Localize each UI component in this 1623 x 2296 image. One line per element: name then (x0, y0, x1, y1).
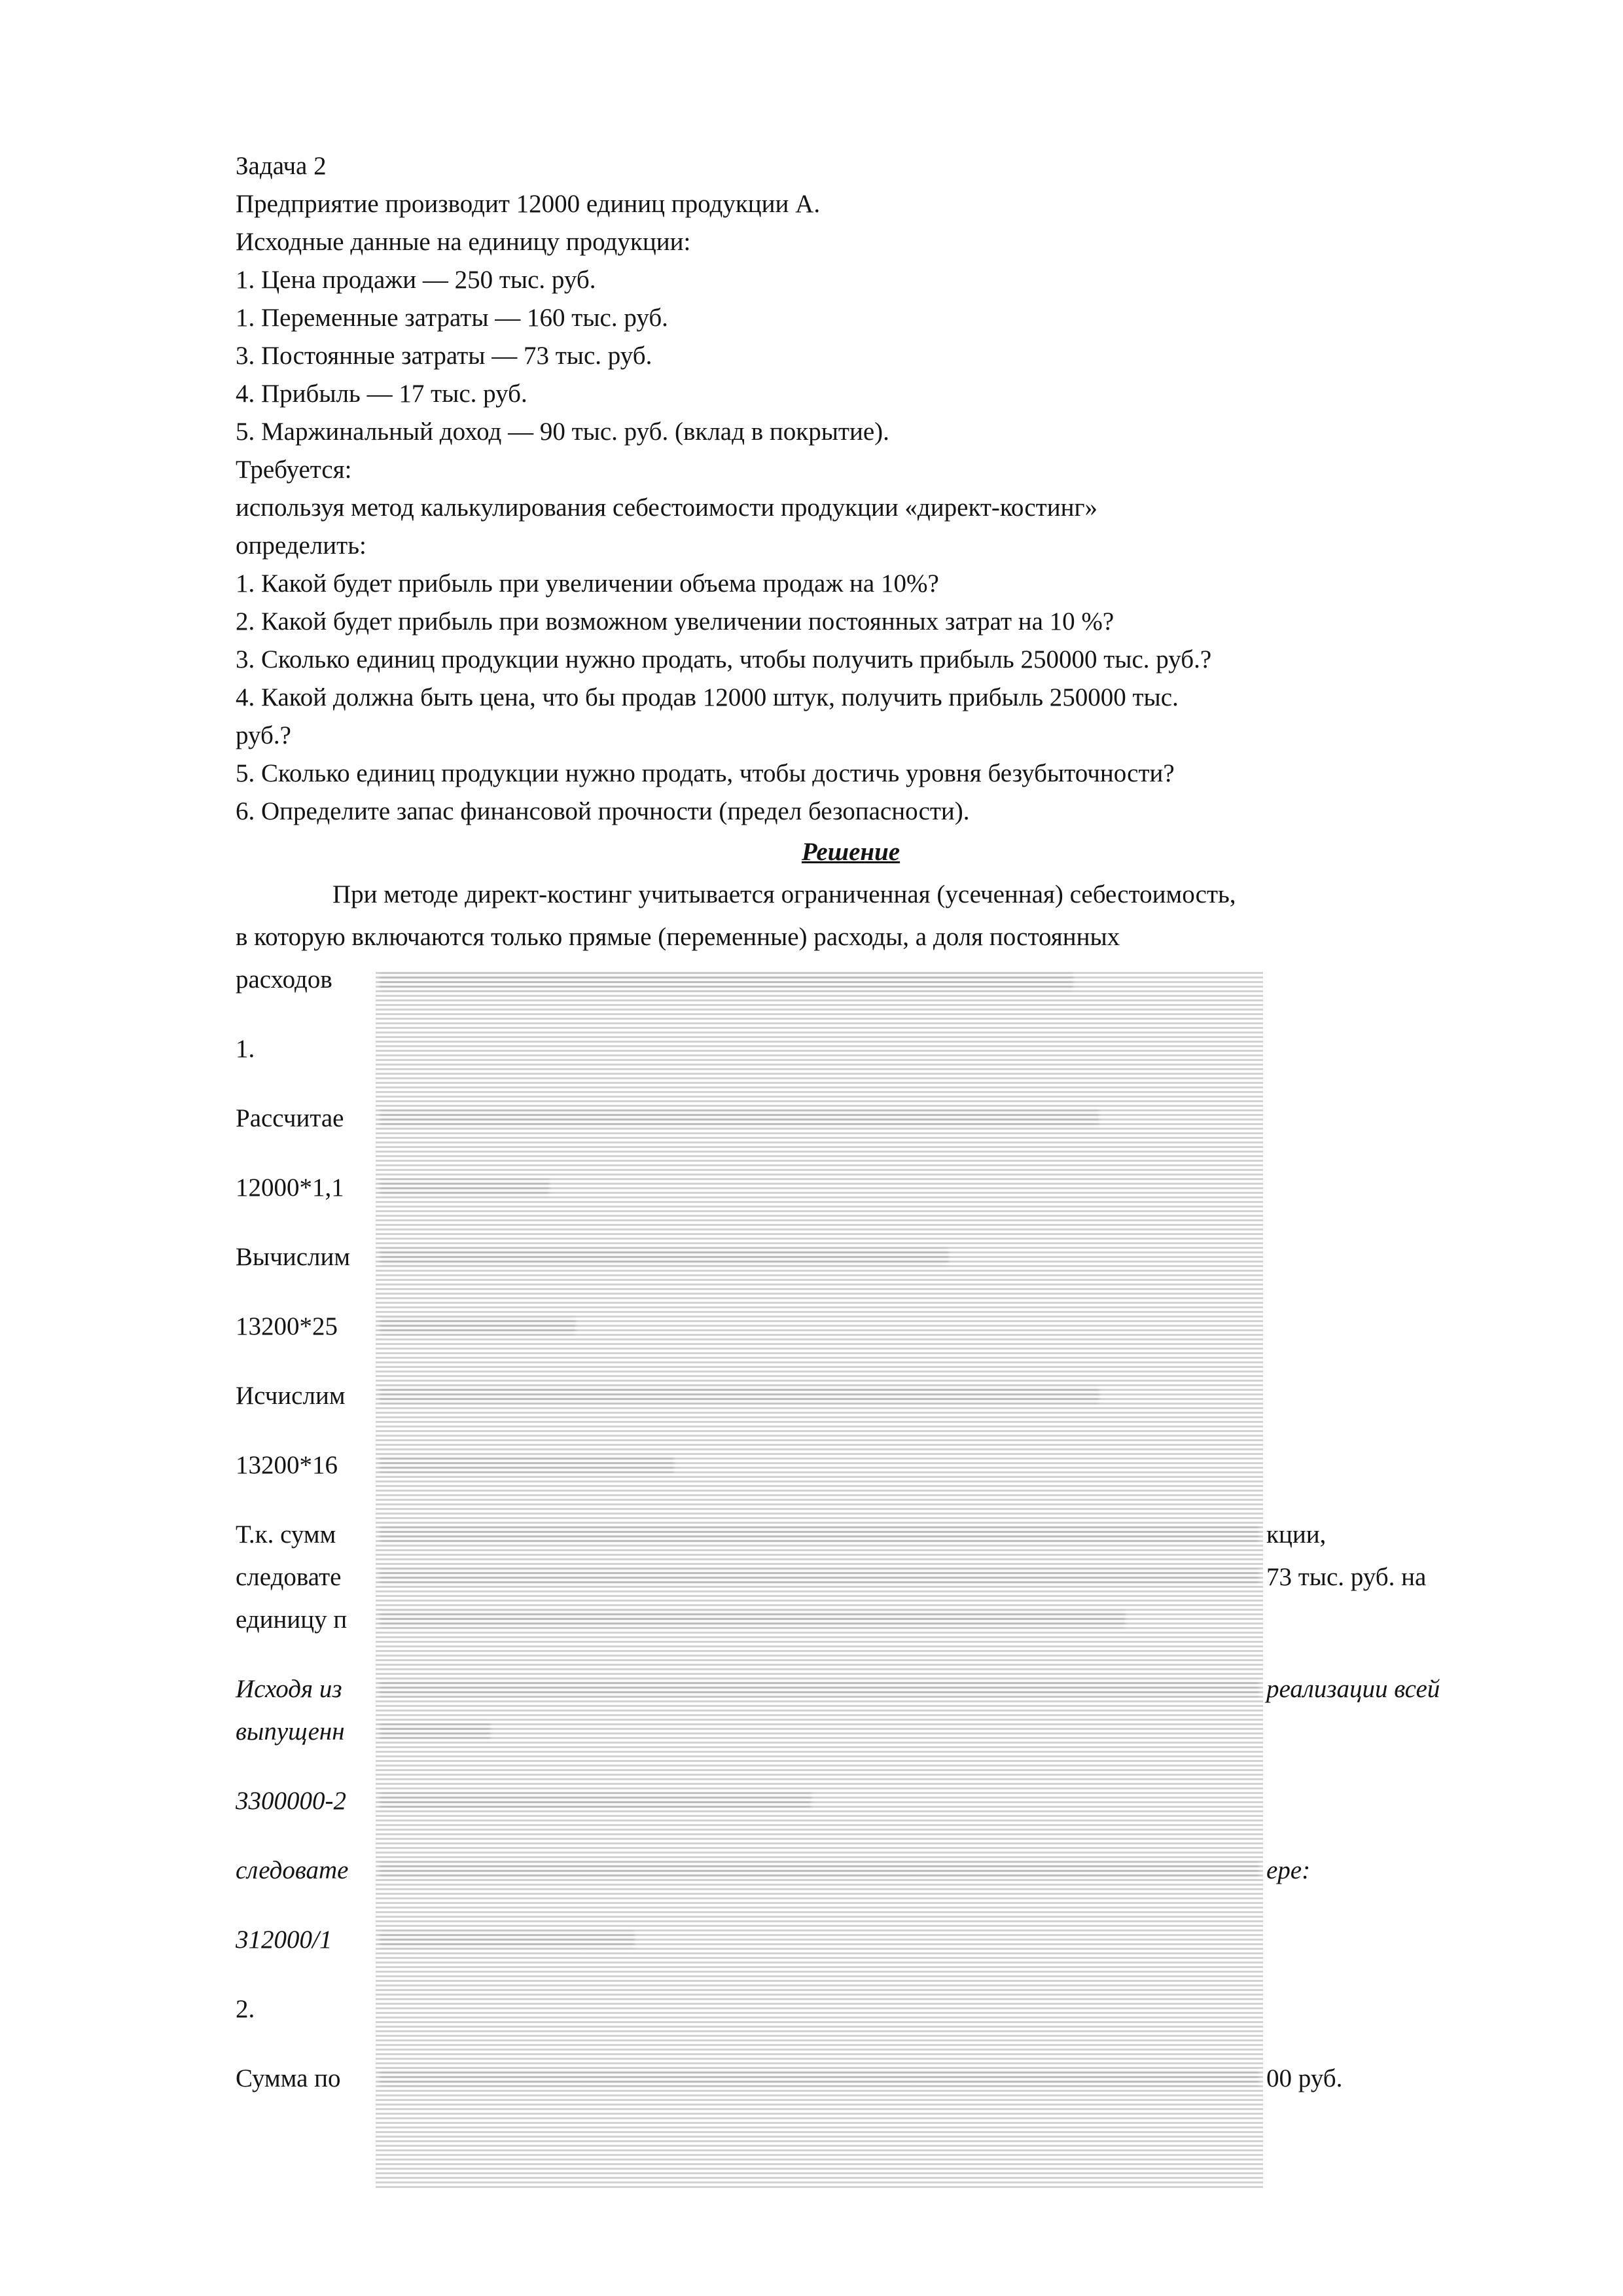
task-line: 1. Цена продажи — 250 тыс. руб. (236, 266, 596, 294)
solution-line-left-fragment: следовате (236, 1563, 342, 1591)
solution-line-left-fragment: 3300000-2 (236, 1787, 346, 1815)
solution-line-right-fragment: реализации всей (1266, 1675, 1440, 1703)
solution-line-left-fragment: 13200*16 (236, 1451, 338, 1479)
redaction-ghost (380, 1248, 949, 1265)
task-title: Задача 2 (236, 152, 327, 180)
redaction-ghost (380, 1318, 576, 1335)
task-line: 4. Прибыль — 17 тыс. руб. (236, 380, 527, 408)
task-line: 5. Маржинальный доход — 90 тыс. руб. (вклад в покрытие). (236, 418, 889, 446)
task-line: Предприятие производит 12000 единиц продукции А. (236, 190, 821, 218)
task-line: 1. Переменные затраты — 160 тыс. руб. (236, 304, 668, 332)
redaction-ghost (380, 1680, 1259, 1697)
solution-intro-line: При методе директ-костинг учитывается ограниченная (усеченная) себестоимость, (332, 880, 1236, 908)
solution-line-left-fragment: Вычислим (236, 1243, 351, 1271)
task-line: Требуется: (236, 456, 352, 484)
solution-line-right-fragment: ере: (1266, 1856, 1311, 1884)
solution-line-left-fragment: Исходя из (236, 1675, 342, 1703)
task-line: руб.? (236, 721, 291, 749)
solution-line-left-fragment: 12000*1,1 (236, 1174, 344, 1202)
solution-line-left-fragment: Рассчитае (236, 1104, 344, 1132)
redaction-ghost (380, 1723, 491, 1740)
solution-intro-line: в которую включаются только прямые (переменные) расходы, а доля постоянных (236, 923, 1120, 951)
solution-line-right-fragment: 73 тыс. руб. на (1266, 1563, 1427, 1591)
redaction-ghost (380, 1387, 1099, 1404)
task-line: 1. Какой будет прибыль при увеличении объема продаж на 10%? (236, 569, 939, 598)
redaction-overlay (376, 972, 1263, 2189)
redaction-ghost (380, 1792, 812, 1809)
solution-line-left-fragment: 2. (236, 1995, 255, 2023)
task-line: 6. Определите запас финансовой прочности (предел безопасности). (236, 797, 970, 825)
solution-line-left-fragment: Т.к. сумм (236, 1520, 336, 1549)
solution-line-left-fragment: Сумма по (236, 2064, 341, 2092)
solution-line-left-fragment: 13200*25 (236, 1312, 338, 1340)
solution-line-right-fragment: кции, (1266, 1520, 1327, 1549)
solution-line-right-fragment: 00 руб. (1266, 2064, 1343, 2092)
redaction-ghost (380, 1456, 674, 1473)
solution-line-left-fragment: 312000/1 (236, 1926, 332, 1954)
redaction-ghost (380, 1568, 1259, 1585)
redaction-ghost (380, 1109, 1099, 1126)
task-line: Исходные данные на единицу продукции: (236, 228, 691, 256)
redaction-ghost (380, 973, 1073, 990)
task-line: определить: (236, 531, 366, 560)
task-line: 4. Какой должна быть цена, что бы продав 12000 штук, получить прибыль 250000 тыс. (236, 683, 1179, 711)
task-line: используя метод калькулирования себестоимости продукции «директ-костинг» (236, 493, 1097, 522)
redaction-ghost (380, 1931, 635, 1948)
task-line: 2. Какой будет прибыль при возможном увеличении постоянных затрат на 10 %? (236, 607, 1115, 636)
solution-line-left-fragment: единицу п (236, 1605, 348, 1634)
redaction-ghost (380, 1526, 1259, 1543)
solution-heading: Решение (801, 838, 901, 866)
task-line: 3. Постоянные затраты — 73 тыс. руб. (236, 342, 652, 370)
solution-line-left-fragment: Исчислим (236, 1382, 346, 1410)
redaction-ghost (380, 2070, 1259, 2087)
redaction-ghost (380, 1611, 1126, 1628)
solution-line-left-fragment: следовате (236, 1856, 349, 1884)
solution-intro-line: расходов (236, 965, 332, 994)
redaction-ghost (380, 1861, 1259, 1878)
task-section (236, 147, 1466, 831)
redaction-ghost (380, 1179, 550, 1196)
task-line: 3. Сколько единиц продукции нужно продать, чтобы получить прибыль 250000 тыс. руб.? (236, 645, 1212, 673)
solution-line-left-fragment: выпущенн (236, 1717, 345, 1746)
task-line: 5. Сколько единиц продукции нужно продать, чтобы достичь уровня безубыточности? (236, 759, 1175, 787)
solution-line-left-fragment: 1. (236, 1035, 255, 1063)
